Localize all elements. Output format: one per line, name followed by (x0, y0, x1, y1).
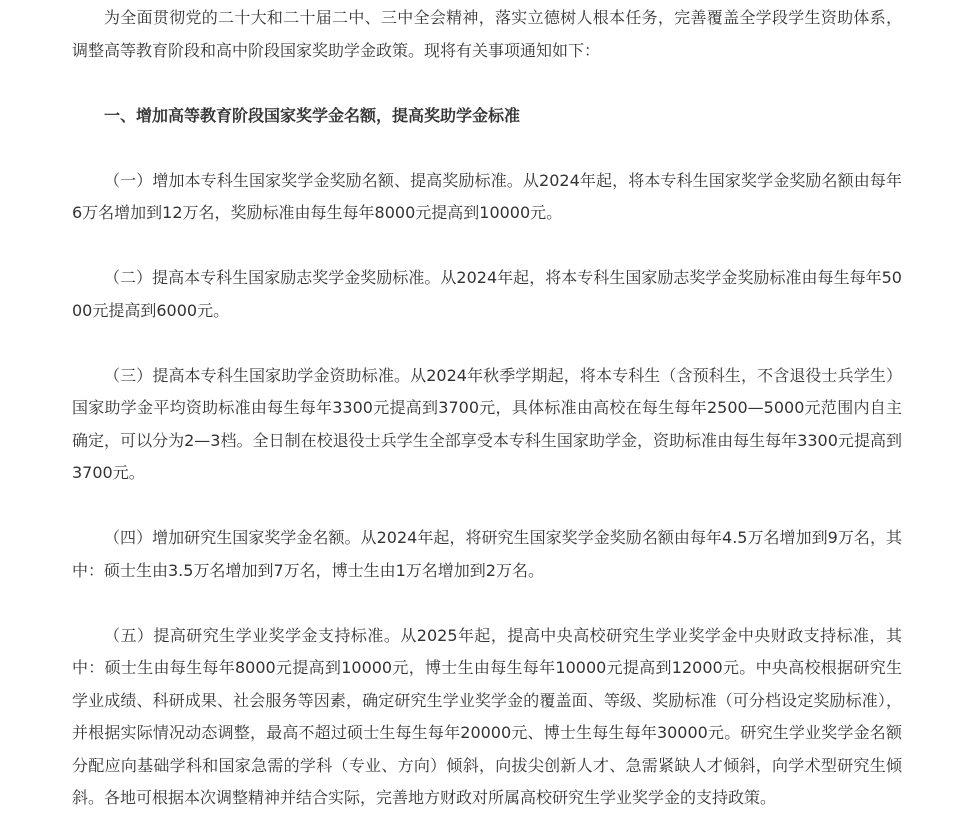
paragraph-spacer (72, 67, 902, 100)
paragraph-spacer (72, 230, 902, 263)
paragraph-spacer (72, 587, 902, 620)
paragraph-spacer (72, 132, 902, 165)
paragraph-item-2: （二）提高本专科生国家励志奖学金奖励标准。从2024年起，将本专科生国家励志奖学金奖励标准由每生每年5000元提高到6000元。 (72, 268, 902, 320)
article-body (72, 0, 902, 815)
paragraph-spacer (72, 327, 902, 360)
intro-paragraph: 为全面贯彻党的二十大和二十届二中、三中全会精神，落实立德树人根本任务，完善覆盖全学段学生资助体系，调整高等教育阶段和高中阶段国家奖助学金政策。现将有关事项通知如下： (72, 8, 902, 60)
paragraph-item-5: （五）提高研究生学业奖学金支持标准。从2025年起，提高中央高校研究生学业奖学金中央财政支持标准，其中：硕士生由每生每年8000元提高到10000元，博士生由每生每年10000元提高到12000元。中央高校根据研究生学业成绩、科研成果、社会服务等因素，确定研究生学业奖学金的覆盖面、等级、奖励标准（可分档设定奖励标准），并根据实际情况动态调整，最高不超过硕士生每生每年20000元、博士生每生每年30000元。研究生学业奖学金名额分配应向基础学科和国家急需的学科（专业、方向）倾斜，向拔尖创新人才、急需紧缺人才倾斜，向学术型研究生倾斜。各地可根据本次调整精神并结合实际，完善地方财政对所属高校研究生学业奖学金的支持政策。 (72, 625, 902, 807)
paragraph-item-3: （三）提高本专科生国家助学金资助标准。从2024年秋季学期起，将本专科生（含预科生，不含退役士兵学生）国家助学金平均资助标准由每生每年3300元提高到3700元，具体标准由高校在每生每年2500—5000元范围内自主确定，可以分为2—3档。全日制在校退役士兵学生全部享受本专科生国家助学金，资助标准由每生每年3300元提高到3700元。 (72, 365, 902, 482)
paragraph-item-4: （四）增加研究生国家奖学金名额。从2024年起，将研究生国家奖学金奖励名额由每年4.5万名增加到9万名，其中：硕士生由3.5万名增加到7万名，博士生由1万名增加到2万名。 (72, 528, 902, 580)
paragraph-spacer (72, 490, 902, 523)
paragraph-item-1: （一）增加本专科生国家奖学金奖励名额、提高奖励标准。从2024年起，将本专科生国家奖学金奖励名额由每年6万名增加到12万名，奖励标准由每生每年8000元提高到10000元。 (72, 170, 902, 222)
section-heading: 一、增加高等教育阶段国家奖学金名额，提高奖助学金标准 (104, 105, 521, 125)
